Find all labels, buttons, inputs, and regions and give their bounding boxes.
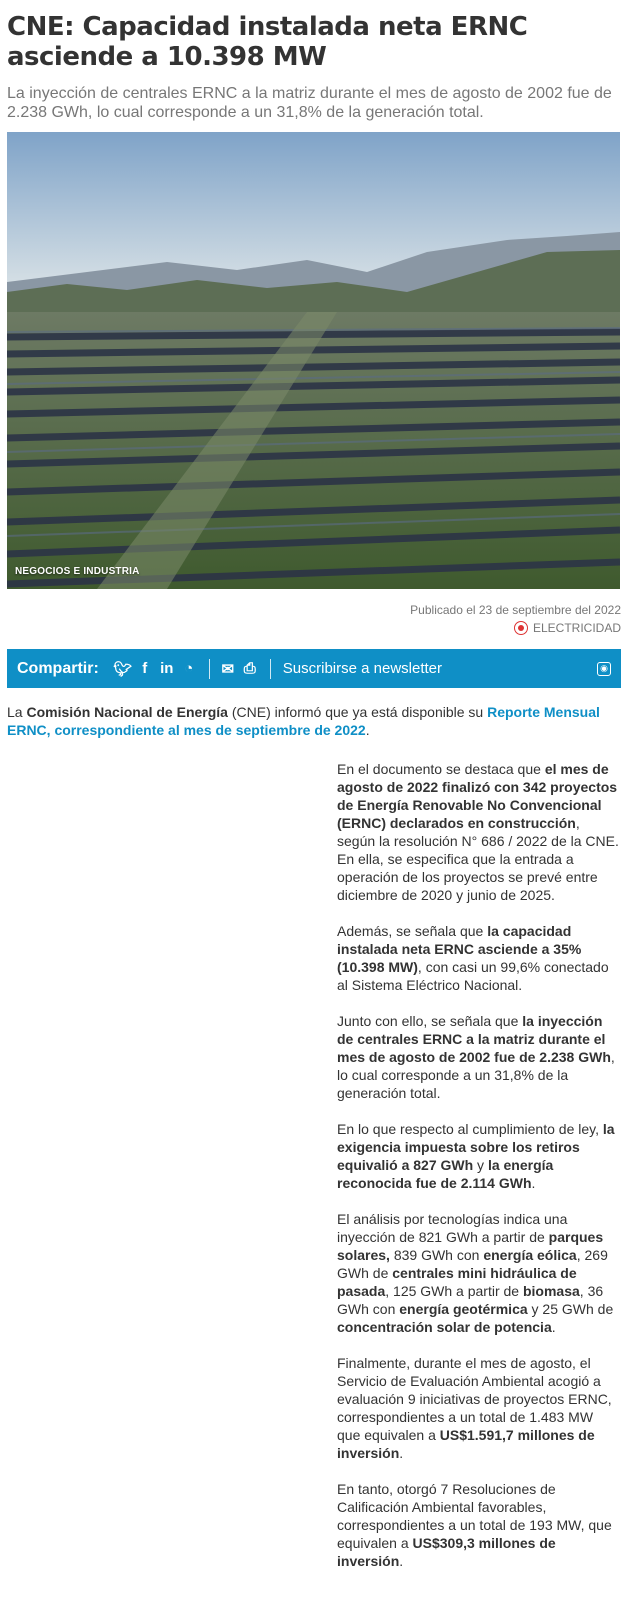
body-text: Finalmente, durante el mes de agosto, el Servicio de Evaluación Ambiental acogió a evaluación 9 iniciativas de proyectos ERNC, correspondientes a un total de 1.483 MW que equivalen a [337, 1355, 612, 1443]
intro-text: . [365, 722, 370, 738]
body-bold: la exigencia impuesta sobre los retiros equivalió a 827 GWh [337, 1121, 615, 1173]
body-text: . [531, 1175, 536, 1191]
image-category-tag[interactable]: NEGOCIOS E INDUSTRIA [15, 566, 140, 577]
body-text: . [551, 1319, 556, 1335]
twitter-icon[interactable]: 🐦︎ [113, 660, 133, 678]
body-bold: la inyección de centrales ERNC a la matriz durante el mes de agosto de 2002 fue de 2.238 GWh [337, 1013, 611, 1065]
facebook-icon[interactable]: f [142, 660, 148, 677]
body-bold: la energía reconocida fue de 2.114 GWh [337, 1157, 554, 1191]
whatsapp-icon[interactable]: ◔ [184, 660, 194, 677]
body-text: , con casi un 99,6% conectado al Sistema Eléctrico Nacional. [337, 959, 609, 993]
intro-bold: Comisión Nacional de Energía [26, 704, 228, 720]
article-lead: La inyección de centrales ERNC a la matriz durante el mes de agosto de 2002 fue de 2.238 GWh, lo cual corresponde a un 31,8% de la generación total. [7, 85, 612, 121]
body-paragraph [337, 760, 620, 904]
hero-image [7, 132, 620, 589]
body-text: , 125 GWh a partir de [385, 1283, 523, 1299]
report-link[interactable]: Reporte Mensual ERNC, correspondiente al mes de septiembre de 2022 [7, 704, 600, 738]
solar-farm-photo [7, 132, 620, 589]
share-bar [7, 649, 621, 688]
share-divider [270, 659, 271, 679]
category-link[interactable] [7, 621, 621, 635]
body-text: . [399, 1553, 404, 1569]
body-text: En el documento se destaca que [337, 761, 545, 777]
body-bold: concentración solar de potencia [337, 1319, 552, 1335]
body-text: Junto con ello, se señala que [337, 1013, 523, 1029]
intro-text: (CNE) informó que ya está disponible su [227, 704, 488, 720]
body-bold: parques solares, [337, 1229, 604, 1263]
body-paragraph [337, 1210, 620, 1336]
body-text: . [399, 1445, 404, 1461]
body-bold: centrales mini hidráulica de pasada [337, 1265, 577, 1299]
body-bold: energía eólica [483, 1247, 577, 1263]
share-label: Compartir: [17, 659, 99, 677]
article-body [337, 760, 620, 1588]
body-text: , lo cual corresponde a un 31,8% de la generación total. [337, 1049, 615, 1101]
body-bold: biomasa [522, 1283, 580, 1299]
body-text: , según la resolución N° 686 / 2022 de la CNE. En ella, se especifica que la entrada a operación de los proyectos se prevé entre diciembre de 2020 y junio de 2025. [337, 815, 619, 903]
body-paragraph [337, 1120, 620, 1192]
body-paragraph [337, 1012, 620, 1102]
linkedin-icon[interactable]: in [160, 660, 174, 677]
body-bold: energía geotérmica [399, 1301, 528, 1317]
body-text: y [473, 1157, 488, 1173]
body-bold: el mes de agosto de 2022 finalizó con 342 proyectos de Energía Renovable No Convencional (ERNC) declarados en construcción [337, 761, 618, 831]
body-bold: US$309,3 millones de inversión [337, 1535, 556, 1569]
body-bold: la capacidad instalada neta ERNC asciende a 35% (10.398 MW) [337, 923, 582, 975]
category-icon [514, 621, 528, 635]
body-text: y 25 GWh de [527, 1301, 614, 1317]
body-text: 839 GWh con [389, 1247, 484, 1263]
article-intro [7, 703, 621, 739]
article-meta [7, 602, 621, 635]
article-title: CNE: Capacidad instalada neta ERNC asciende a 10.398 MW [7, 12, 528, 72]
category-label: ELECTRICIDAD [532, 621, 621, 635]
share-divider [209, 659, 210, 679]
body-paragraph [337, 1480, 620, 1570]
body-text: El análisis por tecnologías indica una inyección de 821 GWh a partir de [337, 1211, 568, 1245]
body-bold: US$1.591,7 millones de inversión [337, 1427, 595, 1461]
body-text: , 269 GWh de [337, 1247, 608, 1281]
publish-date: Publicado el 23 de septiembre del 2022 [410, 603, 621, 617]
newsletter-link[interactable]: Suscribirse a newsletter [282, 660, 443, 677]
email-icon[interactable]: ✉ [221, 660, 235, 678]
body-paragraph [337, 922, 620, 994]
body-text: Además, se señala que [337, 923, 488, 939]
body-text: En tanto, otorgó 7 Resoluciones de Calificación Ambiental favorables, correspondientes a un total de 193 MW, que equivalen a [337, 1481, 612, 1551]
body-text: , 36 GWh con [337, 1283, 604, 1317]
body-text: En lo que respecto al cumplimiento de ley, [337, 1121, 603, 1137]
body-paragraph [337, 1354, 620, 1462]
intro-text: La [7, 704, 27, 720]
print-icon[interactable]: ⎙ [243, 660, 256, 677]
rss-icon[interactable]: ◉ [597, 662, 611, 676]
